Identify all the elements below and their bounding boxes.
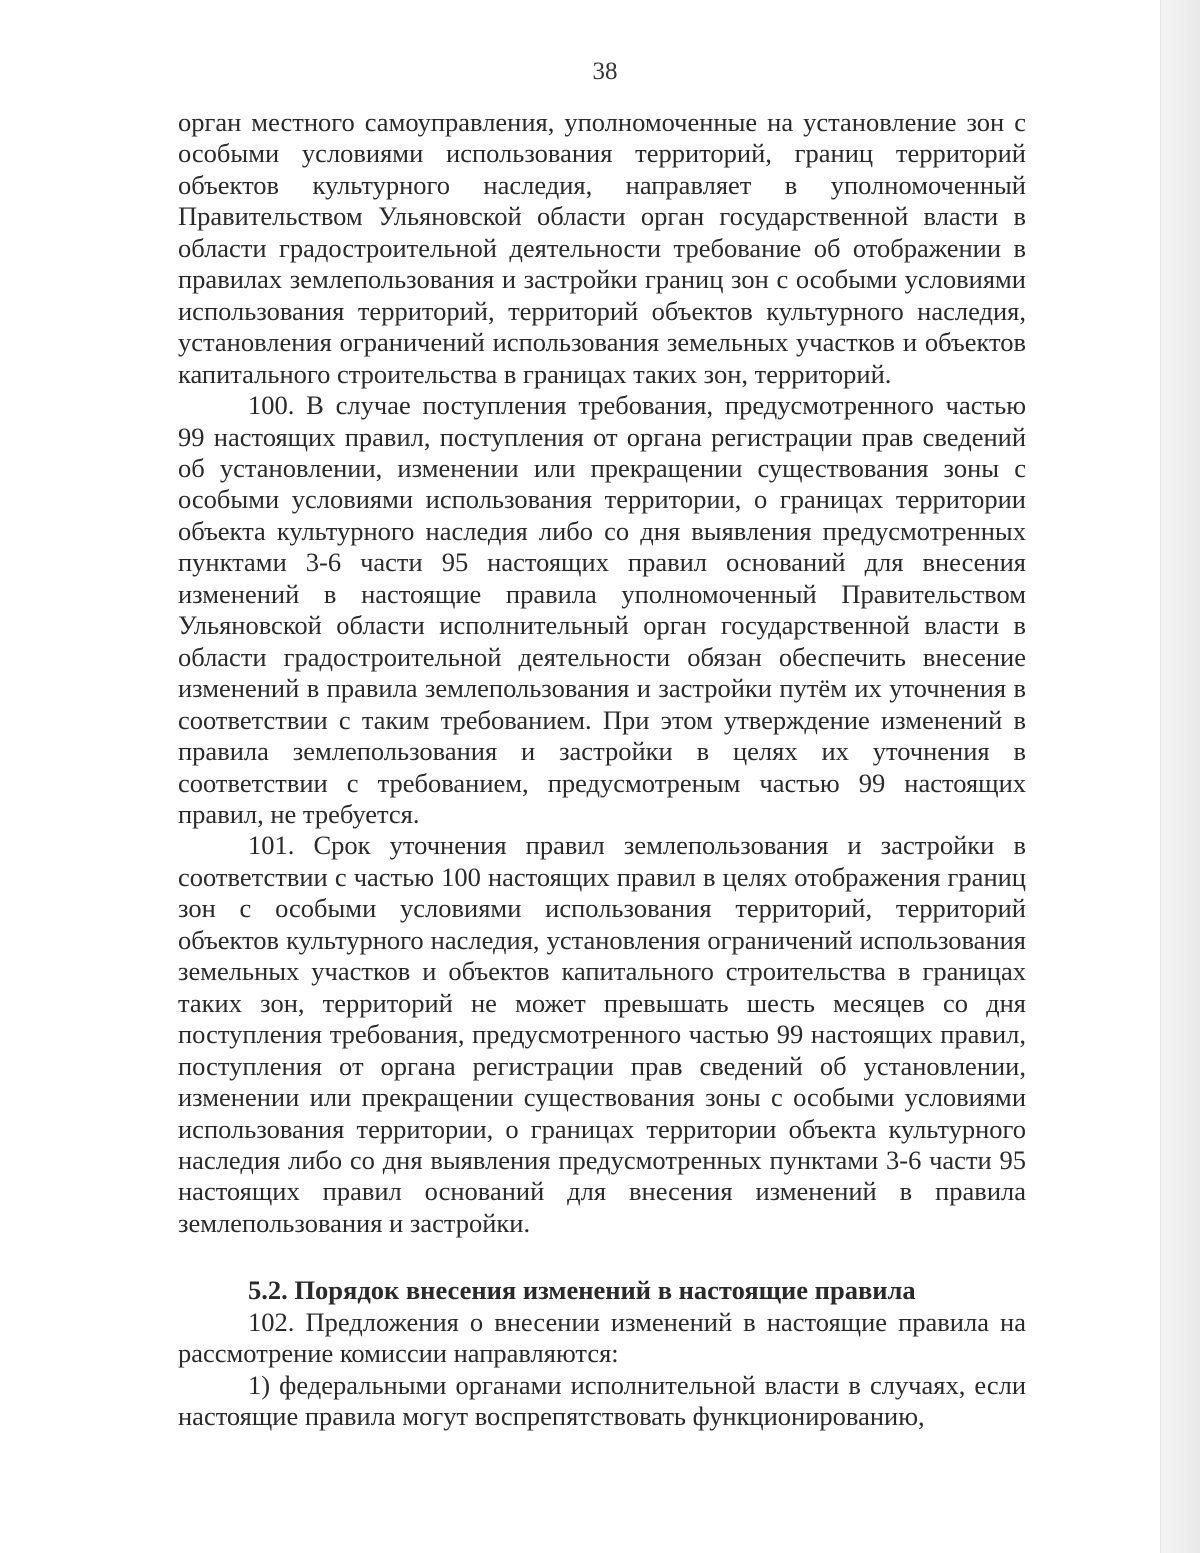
scan-page-edge: [1160, 0, 1200, 1553]
paragraph-101: 101. Срок уточнения правил землепользования и застройки в соответствии с частью 100 настоящих правил в целях отображения границ зон с особыми условиями использования территорий, территорий объектов культурного наследия, установления ограничений использования земельных участков и объектов капитального строительства в границах таких зон, территорий не может превышать шесть месяцев со дня поступления требования, предусмотренного частью 99 настоящих правил, поступления от органа регистрации прав сведений об установлении, изменении или прекращении существования зоны с особыми условиями использования территории, о границах территории объекта культурного наследия либо со дня выявления предусмотренных пунктами 3-6 части 95 настоящих правил оснований для внесения изменений в правила землепользования и застройки.: [178, 830, 1026, 1238]
page-number: 38: [592, 58, 618, 85]
paragraph-continuation: орган местного самоуправления, уполномоченные на установление зон с особыми условиями использования территорий, границ территорий объектов культурного наследия, направляет в уполномоченный Правительством Ульяновской области орган государственной власти в области градостроительной деятельности требование об отображении в правилах землепользования и застройки границ зон с особыми условиями использования территорий, территорий объектов культурного наследия, установления ограничений использования земельных участков и объектов капитального строительства в границах таких зон, территорий.: [178, 107, 1026, 389]
section-heading: 5.2. Порядок внесения изменений в настоящие правила: [248, 1275, 916, 1306]
paragraph-100: 100. В случае поступления требования, предусмотренного частью 99 настоящих правил, поступления от органа регистрации прав сведений об установлении, изменении или прекращении существования зоны с особыми условиями использования территории, о границах территории объекта культурного наследия либо со дня выявления предусмотренных пунктами 3-6 части 95 настоящих правил оснований для внесения изменений в настоящие правила уполномоченный Правительством Ульяновской области исполнительный орган государственной власти в области градостроительной деятельности обязан обеспечить внесение изменений в правила землепользования и застройки путём их уточнения в соответствии с таким требованием. При этом утверждение изменений в правила землепользования и застройки в целях их уточнения в соответствии с требованием, предусмотреным частью 99 настоящих правил, не требуется.: [178, 390, 1026, 829]
paragraph-102: 102. Предложения о внесении изменений в настоящие правила на рассмотрение комиссии направляются:: [178, 1306, 1026, 1369]
document-body: [178, 107, 1026, 1433]
list-item-1: 1) федеральными органами исполнительной власти в случаях, если настоящие правила могут воспрепятствовать функционированию,: [178, 1369, 1026, 1432]
